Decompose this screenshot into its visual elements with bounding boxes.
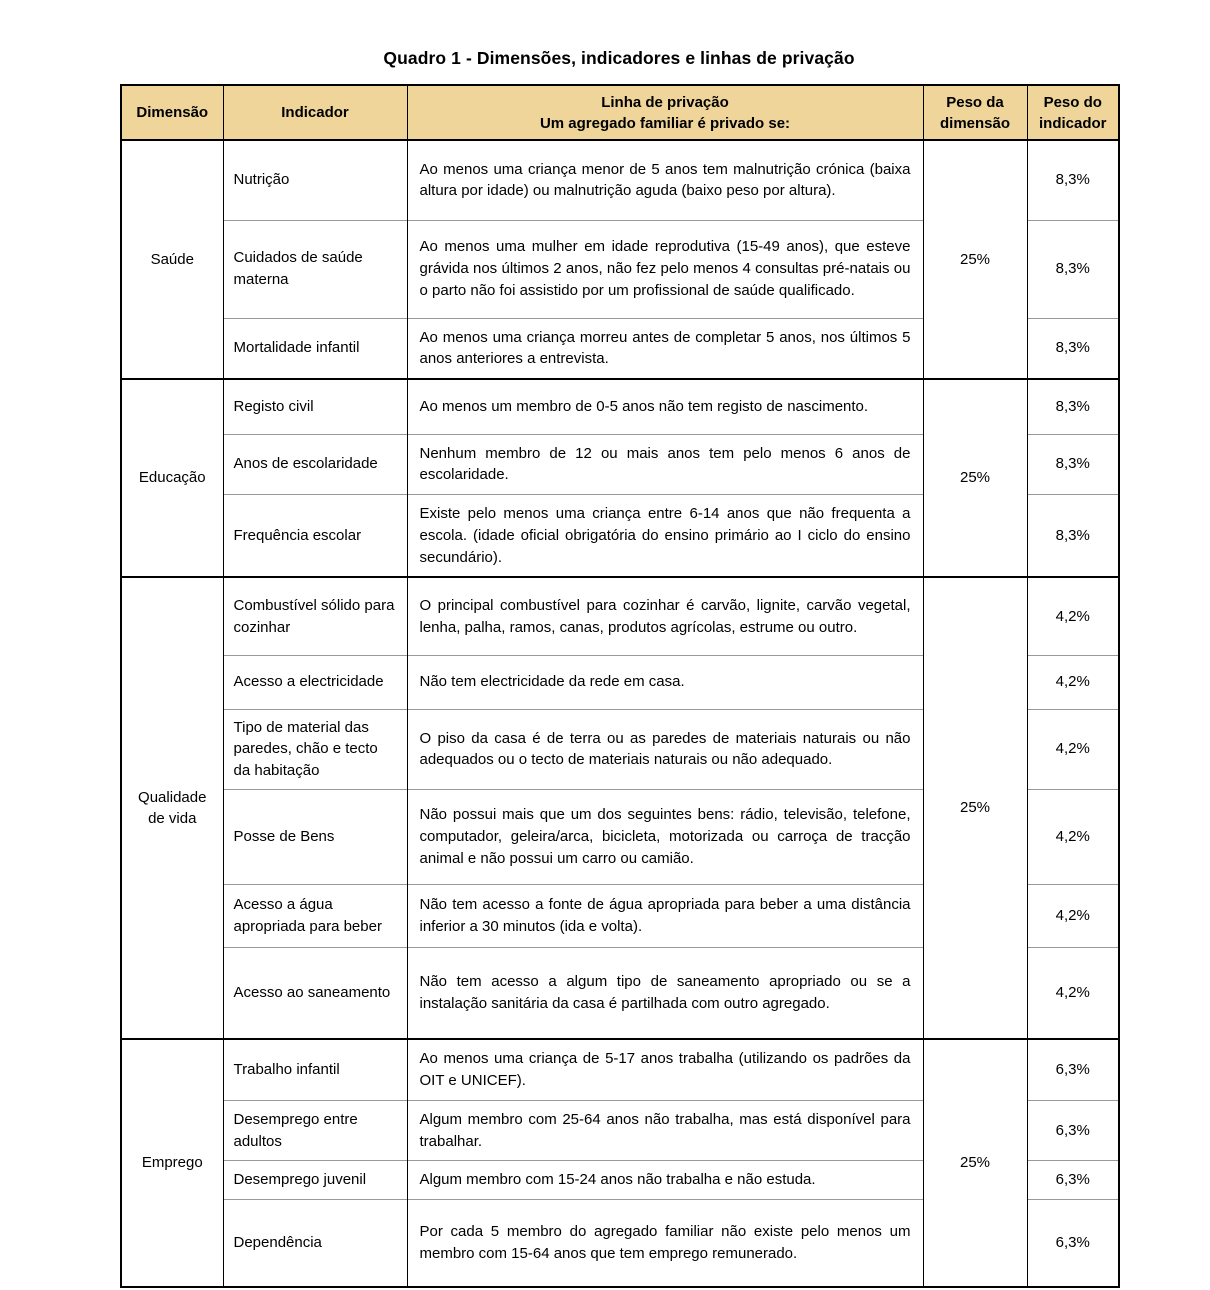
indicator-cell: Anos de escolaridade xyxy=(223,434,407,495)
indicator-cell: Nutrição xyxy=(223,140,407,220)
dimension-cell: Saúde xyxy=(121,140,223,379)
table-row xyxy=(121,577,1119,655)
header-deprivation-line-subtitle: Um agregado familiar é privado se: xyxy=(539,114,791,132)
indicator-cell: Desemprego entre adultos xyxy=(223,1100,407,1161)
dimension-cell: Emprego xyxy=(121,1039,223,1286)
indicator-weight-cell: 8,3% xyxy=(1027,434,1119,495)
indicator-cell: Trabalho infantil xyxy=(223,1039,407,1100)
deprivation-line-cell: Existe pelo menos uma criança entre 6-14 anos que não frequenta a escola. (idade oficial obrigatória do ensino primário ao I ciclo do ensino secundário). xyxy=(407,495,923,578)
indicator-cell: Acesso ao saneamento xyxy=(223,947,407,1039)
indicator-cell: Posse de Bens xyxy=(223,789,407,884)
indicator-weight-cell: 6,3% xyxy=(1027,1161,1119,1200)
deprivation-line-cell: O principal combustível para cozinhar é carvão, lignite, carvão vegetal, lenha, palha, ramos, canas, produtos agrícolas, estrume ou outro. xyxy=(407,577,923,655)
table-row xyxy=(121,379,1119,434)
header-indicator: Indicador xyxy=(223,85,407,140)
dimension-weight-cell: 25% xyxy=(923,1039,1027,1286)
table-body xyxy=(121,140,1119,1287)
dimension-weight-cell: 25% xyxy=(923,140,1027,379)
indicator-weight-cell: 4,2% xyxy=(1027,655,1119,709)
indicator-cell: Tipo de material das paredes, chão e tecto da habitação xyxy=(223,709,407,789)
indicator-weight-cell: 4,2% xyxy=(1027,577,1119,655)
indicator-weight-cell: 8,3% xyxy=(1027,379,1119,434)
header-dimension-weight: Peso da dimensão xyxy=(923,85,1027,140)
dimension-weight-cell: 25% xyxy=(923,577,1027,1039)
header-dimension: Dimensão xyxy=(121,85,223,140)
deprivation-line-cell: O piso da casa é de terra ou as paredes de materiais naturais ou não adequados ou o tecto de materiais naturais ou não adequado. xyxy=(407,709,923,789)
indicator-weight-cell: 8,3% xyxy=(1027,318,1119,379)
indicator-cell: Acesso a electricidade xyxy=(223,655,407,709)
indicator-weight-cell: 6,3% xyxy=(1027,1200,1119,1287)
deprivation-line-cell: Não tem acesso a algum tipo de saneamento apropriado ou se a instalação sanitária da casa é partilhada com outro agregado. xyxy=(407,947,923,1039)
deprivation-line-cell: Ao menos uma criança de 5-17 anos trabalha (utilizando os padrões da OIT e UNICEF). xyxy=(407,1039,923,1100)
table-row xyxy=(121,1039,1119,1100)
indicator-cell: Frequência escolar xyxy=(223,495,407,578)
deprivation-line-cell: Não tem acesso a fonte de água apropriada para beber a uma distância inferior a 30 minutos (ida e volta). xyxy=(407,884,923,947)
indicator-cell: Combustível sólido para cozinhar xyxy=(223,577,407,655)
deprivation-table xyxy=(120,84,1120,1288)
indicator-cell: Mortalidade infantil xyxy=(223,318,407,379)
header-deprivation-line xyxy=(407,85,923,140)
indicator-weight-cell: 4,2% xyxy=(1027,947,1119,1039)
deprivation-line-cell: Não possui mais que um dos seguintes bens: rádio, televisão, telefone, computador, geleira/arca, bicicleta, motorizada ou carroça de tracção animal e não possui um carro ou camião. xyxy=(407,789,923,884)
indicator-weight-cell: 4,2% xyxy=(1027,884,1119,947)
deprivation-line-cell: Ao menos uma criança morreu antes de completar 5 anos, nos últimos 5 anos anteriores a entrevista. xyxy=(407,318,923,379)
dimension-cell: Qualidade de vida xyxy=(121,577,223,1039)
indicator-cell: Acesso a água apropriada para beber xyxy=(223,884,407,947)
deprivation-line-cell: Algum membro com 25-64 anos não trabalha, mas está disponível para trabalhar. xyxy=(407,1100,923,1161)
indicator-weight-cell: 4,2% xyxy=(1027,709,1119,789)
table-title: Quadro 1 - Dimensões, indicadores e linhas de privação xyxy=(383,48,855,68)
indicator-weight-cell: 8,3% xyxy=(1027,220,1119,318)
deprivation-line-cell: Ao menos uma criança menor de 5 anos tem malnutrição crónica (baixa altura por idade) ou malnutrição aguda (baixo peso por altura). xyxy=(407,140,923,220)
indicator-weight-cell: 8,3% xyxy=(1027,140,1119,220)
indicator-cell: Dependência xyxy=(223,1200,407,1287)
dimension-cell: Educação xyxy=(121,379,223,577)
deprivation-line-cell: Ao menos uma mulher em idade reprodutiva (15-49 anos), que esteve grávida nos últimos 2 anos, não fez pelo menos 4 consultas pré-natais ou o parto não foi assistido por um profissional de saúde qualificado. xyxy=(407,220,923,318)
header-deprivation-line-title: Linha de privação xyxy=(601,93,729,111)
indicator-cell: Desemprego juvenil xyxy=(223,1161,407,1200)
deprivation-line-cell: Nenhum membro de 12 ou mais anos tem pelo menos 6 anos de escolaridade. xyxy=(407,434,923,495)
deprivation-line-cell: Ao menos um membro de 0-5 anos não tem registo de nascimento. xyxy=(407,379,923,434)
dimension-weight-cell: 25% xyxy=(923,379,1027,577)
indicator-cell: Cuidados de saúde materna xyxy=(223,220,407,318)
indicator-cell: Registo civil xyxy=(223,379,407,434)
table-header xyxy=(121,85,1119,140)
indicator-weight-cell: 6,3% xyxy=(1027,1100,1119,1161)
deprivation-line-cell: Por cada 5 membro do agregado familiar não existe pelo menos um membro com 15-64 anos que tem emprego remunerado. xyxy=(407,1200,923,1287)
indicator-weight-cell: 6,3% xyxy=(1027,1039,1119,1100)
indicator-weight-cell: 4,2% xyxy=(1027,789,1119,884)
deprivation-line-cell: Algum membro com 15-24 anos não trabalha e não estuda. xyxy=(407,1161,923,1200)
header-row xyxy=(121,85,1119,140)
indicator-weight-cell: 8,3% xyxy=(1027,495,1119,578)
table-row xyxy=(121,140,1119,220)
deprivation-line-cell: Não tem electricidade da rede em casa. xyxy=(407,655,923,709)
header-indicator-weight: Peso do indicador xyxy=(1027,85,1119,140)
